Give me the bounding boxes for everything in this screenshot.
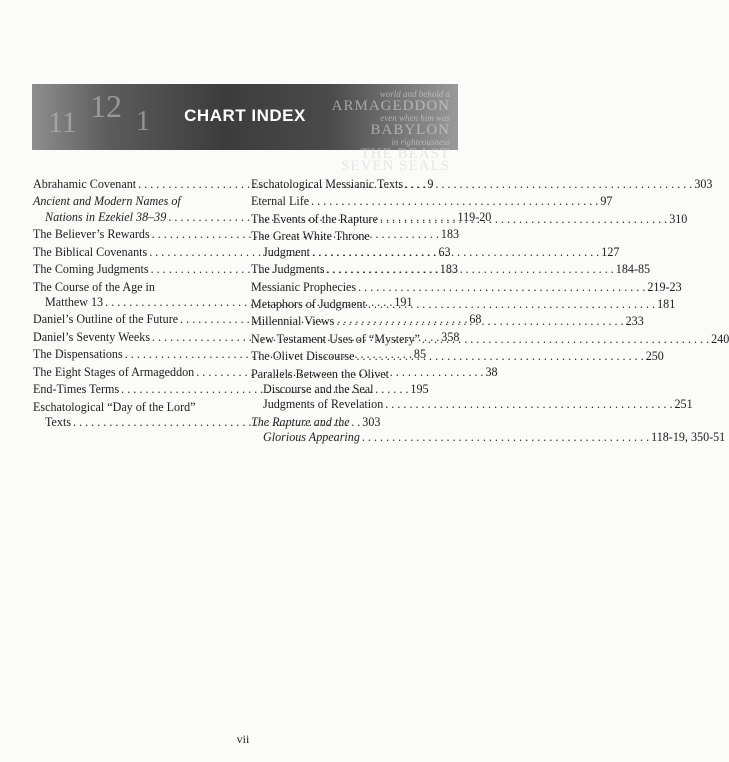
banner-background-text: world and behold a ARMAGEDDON even when him was BABYLON in righteousness THE BEAST SEVEN SEALS [331,89,450,174]
page-reference: 310 [669,211,688,226]
entry-title: The Great White Throne [251,229,370,244]
page-reference: 38 [485,364,498,379]
clock-numeral: 1 [136,106,150,137]
entry-title: Discourse and the Seal [263,382,374,397]
page-reference: 9 [427,177,434,191]
entry-title: Eschatological “Day of the Lord” [33,399,196,414]
page-reference: 195 [410,382,429,397]
page-reference: 191 [394,294,413,309]
page-reference: 68 [469,312,482,327]
page-reference: 233 [625,314,644,329]
index-entry [251,177,713,192]
entry-title: End-Times Terms [33,382,120,397]
entry-title: Abrahamic Covenant [33,177,137,191]
page-reference: 184-85 [615,262,651,277]
entry-title: The Events of the Rapture [251,211,378,226]
entry-title: The Eight Stages of Armageddon [33,364,195,379]
index-entry [251,294,676,312]
entry-title: The Dispensations [33,347,123,362]
dot-leader [311,194,598,209]
entry-title: Eschatological Messianic Texts [251,177,404,191]
dot-leader [312,245,599,260]
index-entry [251,414,726,445]
entry-title: The Olivet Discourse [251,349,355,364]
entry-title: Judgments of Revelation [263,397,384,412]
dot-leader [327,262,614,277]
entry-title: Millennial Views [251,314,335,329]
page-title: CHART INDEX [184,106,306,125]
entry-title: Daniel’s Seventy Weeks [33,329,151,344]
dot-leader [422,329,709,347]
page-number: vii [236,732,250,746]
page-reference: 303 [362,414,381,429]
index-entry [251,262,651,277]
entry-title: The Biblical Covenants [33,244,148,259]
entry-title: Glorious Appearing [263,429,360,444]
page-reference: 97 [600,194,613,209]
entry-title: The Judgments [251,262,325,277]
entry-title: The Rapture and the [251,414,350,429]
page-reference: 119-20 [457,209,492,224]
dot-leader [336,314,623,329]
index-entry [251,331,729,347]
dot-leader [362,430,649,445]
clock-numeral: 11 [48,106,77,139]
dot-leader [356,349,643,364]
dot-leader [368,294,655,312]
index-entry [251,194,613,209]
page-reference: 240 [711,331,729,346]
page-reference: 250 [645,349,664,364]
entry-title: Metaphors of Judgment [251,297,366,311]
entry-title: Daniel’s Outline of the Future [33,312,179,327]
entry-title: Judgment [263,244,311,259]
chart-index-banner [32,84,458,174]
index-entry-line [251,397,693,412]
clock-numeral: 12 [90,88,122,124]
entry-title: Texts [45,414,72,429]
dot-leader [380,209,667,227]
page-reference: 63 [438,244,451,259]
page-reference: 358 [441,329,460,344]
index-entry-line [251,429,726,445]
entry-title: Ancient and Modern Names of [33,194,181,209]
index-entry-line [251,244,620,260]
index-entry [251,229,620,259]
entry-title: Matthew 13 [45,294,104,309]
entry-title: The Believer’s Rewards [33,227,150,242]
page-reference: 183 [440,227,460,242]
page-reference: 85 [413,347,427,362]
index-entry [251,279,682,295]
page-reference: 181 [657,297,676,311]
entry-title: Parallels Between the Olivet [251,366,390,381]
dot-leader [358,280,645,295]
page-reference: 118-19, 350-51 [651,429,726,444]
page-reference: 251 [674,397,693,412]
dot-leader [385,397,672,412]
dot-leader [405,177,692,192]
page-reference: 127 [601,244,620,259]
entry-title: The Coming Judgments [33,262,149,277]
page-reference: 303 [694,177,713,191]
index-entry-line [251,382,455,397]
entry-title: Eternal Life [251,194,310,209]
entry-title: The Course of the Age in [33,279,155,294]
index-entry [251,349,664,364]
page-reference: 219-23 [647,279,682,294]
entry-title: Messianic Prophecies [251,279,357,294]
page-reference: 183 [439,262,458,277]
entry-title: Nations in Ezekiel 38–39 [45,209,167,224]
entry-title: New Testament Uses of “Mystery” [251,331,420,346]
